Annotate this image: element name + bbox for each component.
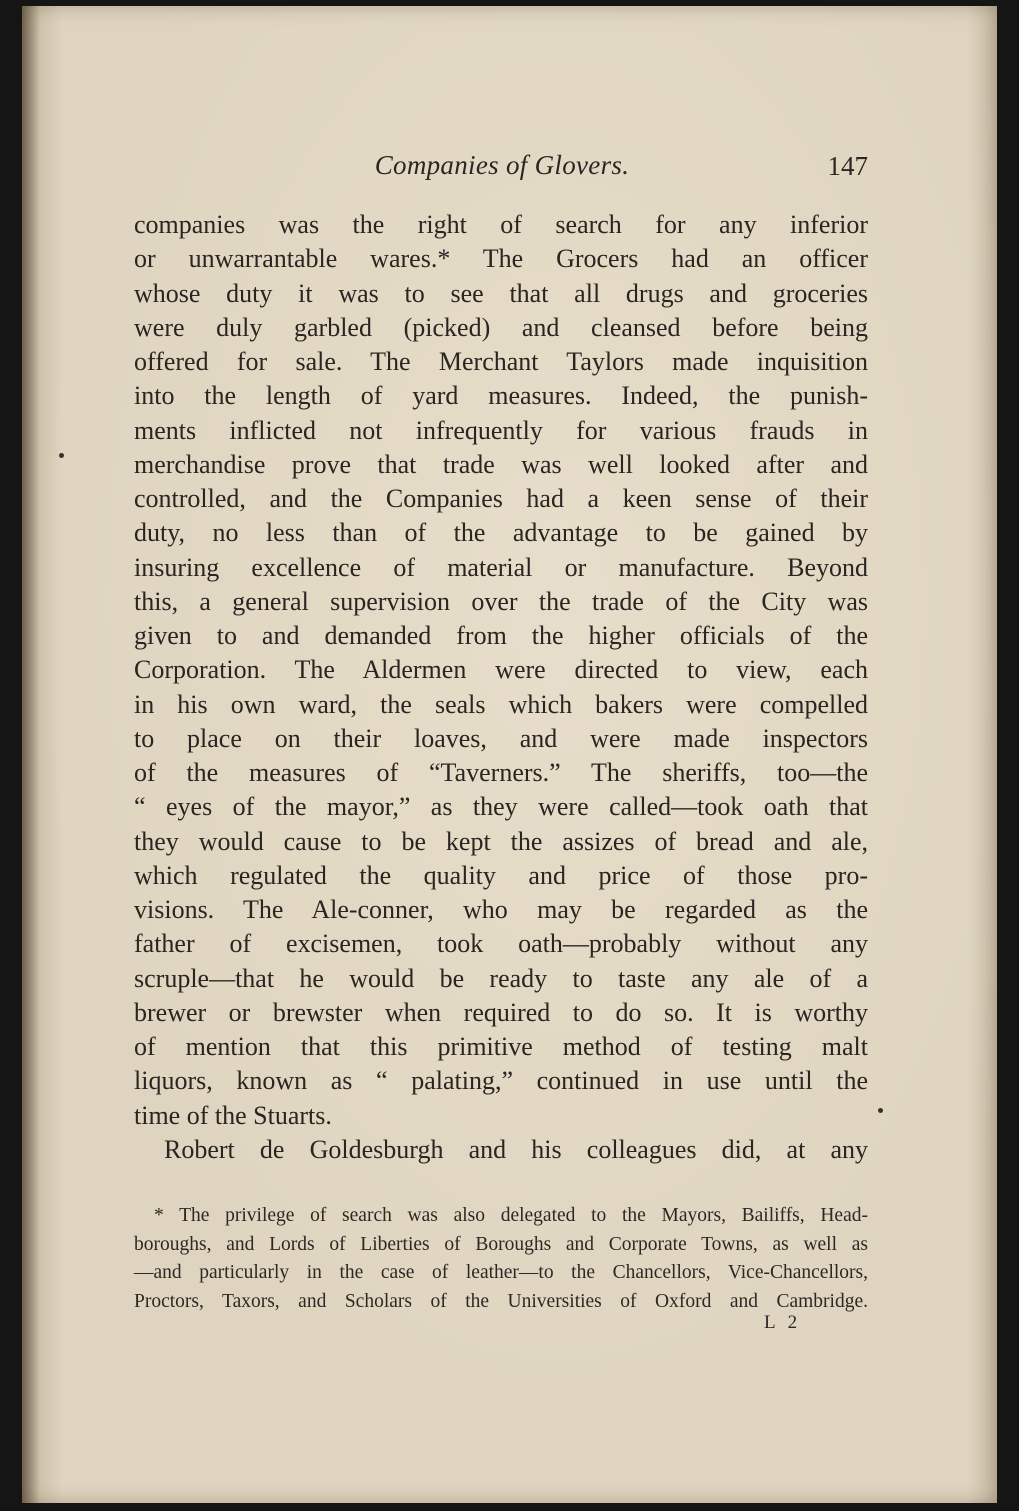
text-line: which regulated the quality and price of those pro- — [134, 860, 868, 890]
signature-mark: L 2 — [764, 1312, 802, 1333]
text-line: scruple—that he would be ready to taste any ale of a — [134, 963, 868, 993]
footnote-line: boroughs, and Lords of Liberties of Boroughs and Corporate Towns, as well as — [134, 1233, 868, 1255]
text-line: controlled, and the Companies had a keen sense of their — [134, 484, 868, 513]
text-line: whose duty it was to see that all drugs and groceries — [134, 278, 868, 308]
text-line: were duly garbled (picked) and cleansed before being — [134, 312, 868, 342]
text-line: or unwarrantable wares.* The Grocers had an officer — [134, 244, 868, 274]
text-line: of the measures of “Taverners.” The sheriffs, too—the — [134, 758, 868, 787]
body-text — [134, 208, 868, 1167]
ink-speck — [878, 1108, 883, 1113]
text-line: duty, no less than of the advantage to be gained by — [134, 518, 868, 548]
footnote-line: Proctors, Taxors, and Scholars of the Universities of Oxford and Cambridge. — [134, 1290, 868, 1312]
text-line: visions. The Ale-conner, who may be regarded as the — [134, 895, 868, 924]
running-title: Companies of Glovers. — [374, 150, 630, 180]
ink-speck — [59, 453, 64, 458]
footnote-line: * The privilege of search was also delegated to the Mayors, Bailiffs, Head- — [154, 1205, 868, 1226]
text-line: into the length of yard measures. Indeed, the punish- — [134, 381, 868, 411]
text-line: father of excisemen, took oath—probably without any — [134, 929, 868, 959]
text-line: in his own ward, the seals which bakers were compelled — [134, 689, 868, 719]
text-line: brewer or brewster when required to do so. It is worthy — [134, 997, 868, 1027]
text-line: Corporation. The Aldermen were directed to view, each — [134, 655, 868, 685]
paragraph-last-line: time of the Stuarts. — [134, 1100, 332, 1130]
footnote-line: —and particularly in the case of leather—to the Chancellors, Vice-Chancellors, — [134, 1262, 868, 1283]
text-line: offered for sale. The Merchant Taylors made inquisition — [134, 347, 868, 376]
footnote — [134, 1202, 868, 1316]
text-line: insuring excellence of material or manufacture. Beyond — [134, 552, 868, 582]
text-line: merchandise prove that trade was well looked after and — [134, 449, 868, 479]
text-line: to place on their loaves, and were made inspectors — [134, 723, 868, 753]
text-line: companies was the right of search for any inferior — [134, 210, 868, 239]
gutter-shadow — [22, 6, 40, 1503]
paragraph-first-line: Robert de Goldesburgh and his colleagues did, at any — [164, 1134, 868, 1164]
page-header — [134, 150, 870, 190]
text-line: liquors, known as “ palating,” continued in use until the — [134, 1066, 868, 1096]
text-line: of mention that this primitive method of testing malt — [134, 1032, 868, 1061]
text-line: given to and demanded from the higher officials of the — [134, 621, 868, 650]
text-line: “ eyes of the mayor,” as they were called—took oath that — [134, 792, 868, 822]
text-line: they would cause to be kept the assizes of bread and ale, — [134, 826, 868, 856]
text-line: this, a general supervision over the trade of the City was — [134, 586, 868, 616]
page-number: 147 — [827, 151, 868, 181]
text-line: ments inflicted not infrequently for various frauds in — [134, 415, 868, 445]
